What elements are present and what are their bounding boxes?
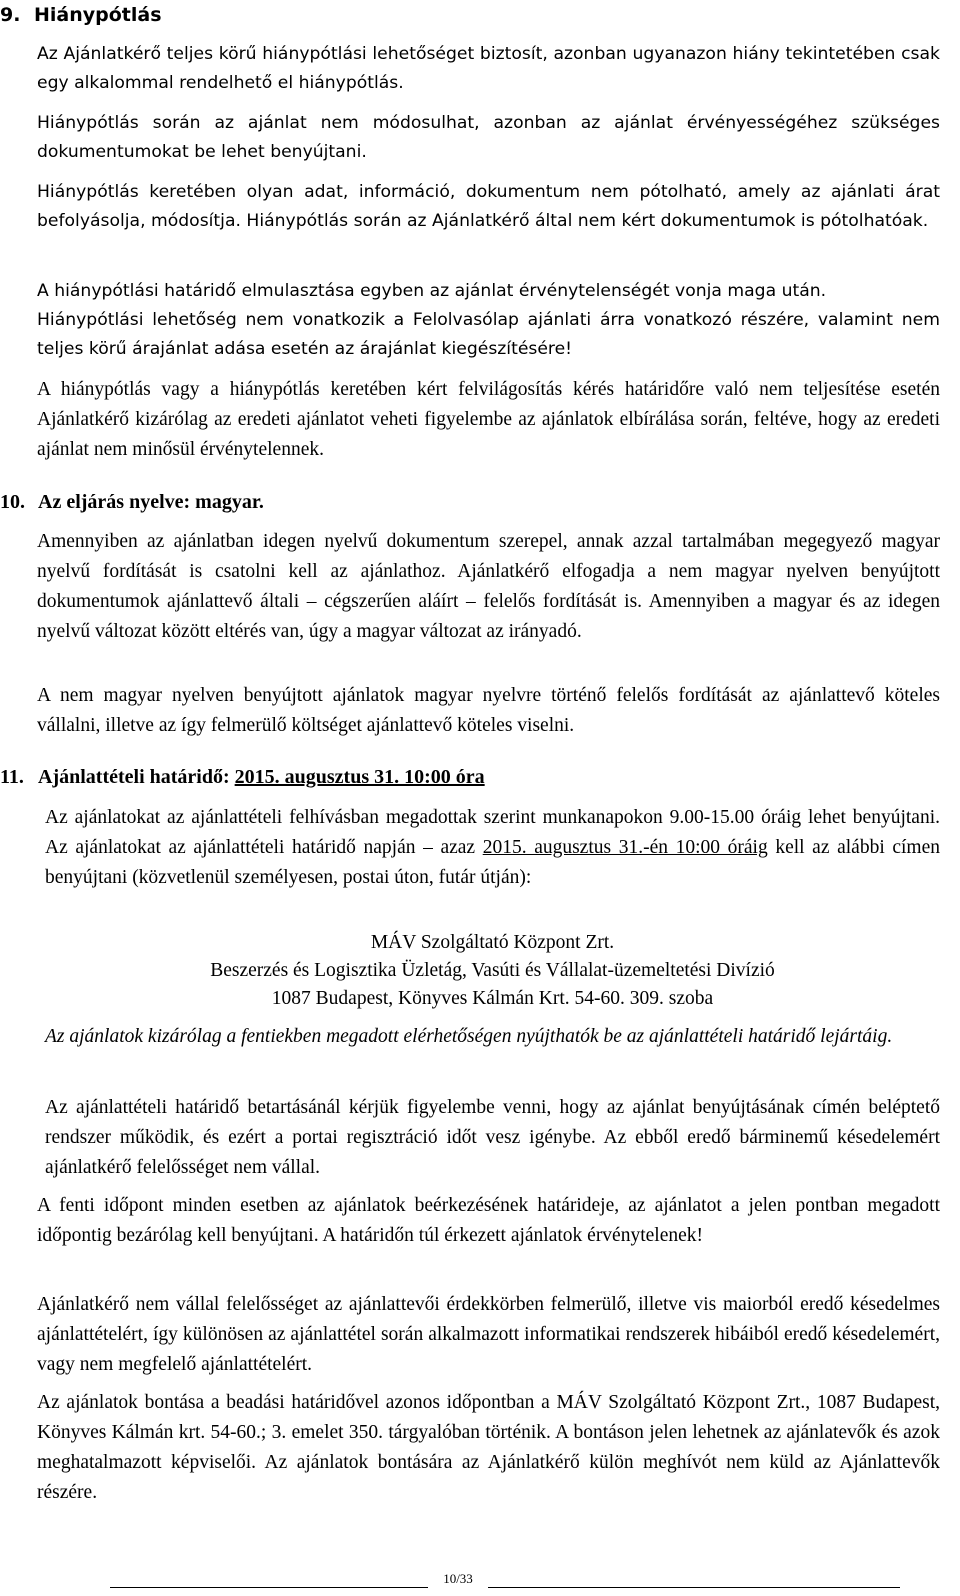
paragraph: Ajánlatkérő nem vállal felelősséget az ajánlattevői érdekkörben felmerülő, illetve vis maiorból eredő késedelmes ajánlattételért, így különösen az ajánlattétel során alkalmazott informatikai rendszerek hibáiból eredő késedelemért, vagy nem megfelelő ajánlattételért.: [37, 1294, 940, 1375]
text-run: Az ajánlatokat az ajánlattételi felhívásban megadottak szerint munkanapokon 9.00-15.00 óráig lehet benyújtani. Az ajánlatokat az ajánlattételi határidő napján – azaz: [45, 807, 940, 858]
paragraph: Hiánypótlás keretében olyan adat, információ, dokumentum nem pótolható, amely az ajánlati árat befolyásolja, módosítja. Hiánypótlás során az Ajánlatkérő által nem kért dokumentumok is pótolhatóak.: [37, 182, 940, 231]
italic-note: Az ajánlatok kizárólag a fentiekben megadott elérhetőségen nyújthatók be az ajánlattételi határidő lejártáig.: [45, 1026, 893, 1047]
page-number: 10/33: [443, 1571, 473, 1586]
paragraph: A hiánypótlási határidő elmulasztása egyben az ajánlat érvénytelenségét vonja maga után.: [37, 281, 827, 301]
section-9-heading: [0, 3, 162, 27]
deadline-date: 2015. augusztus 31. 10:00 óra: [234, 766, 485, 788]
footer-rule-right: [488, 1587, 900, 1588]
section-11-heading: [0, 765, 485, 789]
address-line: 1087 Budapest, Könyves Kálmán Krt. 54-60. 309. szoba: [271, 988, 714, 1009]
section-title: Hiánypótlás: [34, 4, 162, 26]
paragraph: A fenti időpont minden esetben az ajánlatok beérkezésének határideje, az ajánlatot a jelen pontban megadott időpontig bezárólag kell benyújtani. A határidőn túl érkezett ajánlatok érvénytelenek!: [37, 1195, 940, 1246]
deadline-underlined: 2015. augusztus 31.-én 10:00 óráig: [482, 837, 768, 858]
address-line: MÁV Szolgáltató Központ Zrt.: [370, 932, 615, 953]
paragraph: Amennyiben az ajánlatban idegen nyelvű dokumentum szerepel, annak azzal tartalmában megegyező magyar nyelvű fordítását is csatolni kell az ajánlathoz. Ajánlatkérő elfogadja a nem magyar nyelven benyújtott dokumentumok ajánlattevő általi – cégszerűen aláírt – felelős fordítását is. Amennyiben a magyar és az idegen nyelvű változat között eltérés van, úgy a magyar változat az irányadó.: [37, 531, 940, 642]
text-run: kell az alábbi címen benyújtani (közvetlenül személyesen, postai úton, futár útján):: [45, 837, 941, 888]
paragraph: Az ajánlattételi határidő betartásánál kérjük figyelembe venni, hogy az ajánlat benyújtásának címén beléptető rendszer működik, és ezért a portai regisztráció időt vesz igénybe. Az ebből eredő bárminemű késedelemért ajánlatkérő felelősséget nem vállal.: [45, 1097, 940, 1178]
paragraph: [45, 803, 940, 893]
paragraph: Az Ajánlatkérő teljes körű hiánypótlási lehetőséget biztosít, azonban ugyanazon hiány tekintetében csak egy alkalommal rendelhető el hiánypótlás.: [37, 44, 940, 93]
paragraph: Az ajánlatok bontása a beadási határidővel azonos időpontban a MÁV Szolgáltató Központ Zrt., 1087 Budapest, Könyves Kálmán krt. 54-60.; 3. emelet 350. tárgyalóban történik. A bontáson jelen lehetnek az ajánlatevők és azok meghatalmazott képviselői. Az ajánlatok bontására az Ajánlatkérő külön meghívót nem küld az Ajánlattevők részére.: [37, 1392, 940, 1503]
paragraph: A nem magyar nyelven benyújtott ajánlatok magyar nyelvre történő felelős fordítását az ajánlattevő köteles vállalni, illetve az így felmerülő költséget ajánlattevő köteles viselni.: [37, 685, 940, 736]
section-number: 11.: [0, 766, 24, 788]
paragraph: Hiánypótlás során az ajánlat nem módosulhat, azonban az ajánlat érvényességéhez szükséges dokumentumokat be lehet benyújtani.: [37, 113, 940, 162]
address-line: Beszerzés és Logisztika Üzletág, Vasúti és Vállalat-üzemeltetési Divízió: [210, 960, 775, 981]
section-10-heading: [0, 490, 264, 514]
section-number: 10.: [0, 491, 25, 513]
section-title: Ajánlattételi határidő:: [38, 766, 235, 788]
section-number: 9.: [0, 4, 21, 26]
paragraph: Hiánypótlási lehetőség nem vonatkozik a Felolvasólap ajánlati árra vonatkozó részére, valamint nem teljes körű árajánlat adása esetén az árajánlat kiegészítésére!: [37, 310, 940, 359]
paragraph: A hiánypótlás vagy a hiánypótlás keretében kért felvilágosítás kérés határidőre való nem teljesítése esetén Ajánlatkérő kizárólag az eredeti ajánlatot veheti figyelembe az ajánlatok elbírálása során, feltéve, hogy az eredeti ajánlat nem minősül érvénytelennek.: [37, 379, 940, 460]
footer-rule-left: [110, 1587, 428, 1588]
section-title: Az eljárás nyelve: magyar.: [38, 491, 264, 513]
